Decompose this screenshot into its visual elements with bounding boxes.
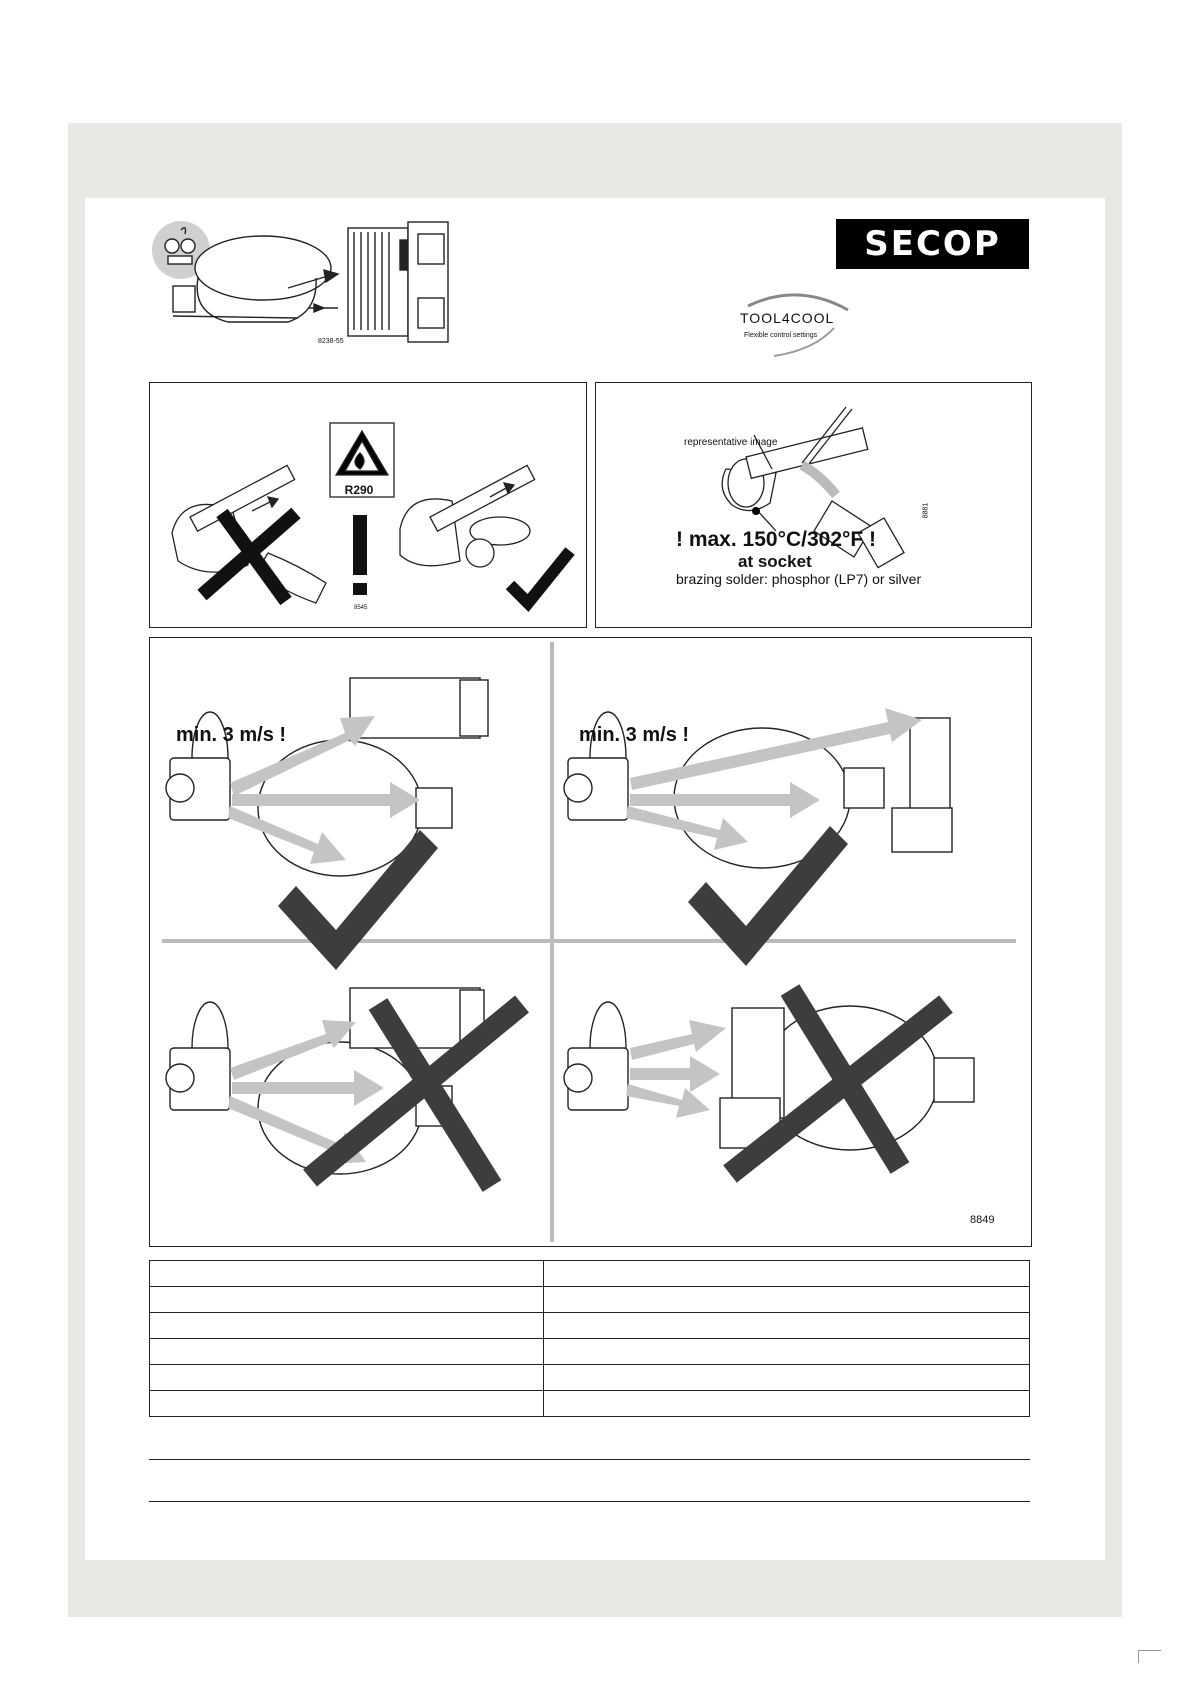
airflow-panel xyxy=(149,637,1032,1247)
socket-marker-icon xyxy=(752,507,760,515)
table-cell xyxy=(544,1313,1030,1339)
divider-line xyxy=(149,1501,1030,1502)
table-cell xyxy=(150,1391,544,1417)
pipe-cutting-illustration xyxy=(150,383,586,627)
header-diagram-code: 8238-55 xyxy=(318,338,344,345)
secop-logo: SECOP xyxy=(836,219,1029,269)
table-cell xyxy=(150,1287,544,1313)
flammable-panel-code: 8545 xyxy=(354,605,368,611)
table-row xyxy=(150,1391,1030,1417)
table-cell xyxy=(150,1339,544,1365)
tool4cool-logo xyxy=(740,290,860,362)
table-cell xyxy=(150,1261,544,1287)
table-cell xyxy=(544,1391,1030,1417)
table-cell xyxy=(544,1287,1030,1313)
table-cell xyxy=(150,1365,544,1391)
table-cell xyxy=(544,1365,1030,1391)
table-row xyxy=(150,1365,1030,1391)
brazing-panel-code: 8881 xyxy=(922,502,930,519)
quadrant-bottom-left xyxy=(166,988,522,1186)
table-row xyxy=(150,1287,1030,1313)
table-row xyxy=(150,1313,1030,1339)
spec-table xyxy=(149,1260,1030,1417)
tool4cool-tagline: Flexible control settings xyxy=(744,332,818,339)
brazing-solder-label: brazing solder: phosphor (LP7) or silver xyxy=(676,571,922,587)
table-cell xyxy=(544,1339,1030,1365)
allowed-check-icon xyxy=(510,551,570,603)
table-row xyxy=(150,1261,1030,1287)
tool4cool-name: TOOL4COOL xyxy=(740,310,835,326)
representative-image-label: representative image xyxy=(684,437,778,448)
quadrant-bottom-right xyxy=(564,990,974,1174)
quadrant-top-left xyxy=(166,678,488,970)
brazing-temperature-panel xyxy=(595,382,1032,628)
at-socket-label: at socket xyxy=(738,552,812,571)
min-airflow-label-left: min. 3 m/s ! xyxy=(176,724,287,746)
table-row xyxy=(150,1339,1030,1365)
page-corner-mark xyxy=(1138,1650,1161,1663)
divider-line xyxy=(149,1459,1030,1460)
min-airflow-label-right: min. 3 m/s ! xyxy=(579,724,690,746)
forbidden-x-icon xyxy=(202,513,296,601)
exclamation-icon xyxy=(353,515,367,595)
max-temperature-label: ! max. 150°C/302°F ! xyxy=(676,528,877,551)
flammable-refrigerant-panel xyxy=(149,382,587,628)
table-cell xyxy=(150,1313,544,1339)
figure-number: 8849 xyxy=(970,1214,995,1226)
brazing-illustration xyxy=(596,383,1031,627)
table-cell xyxy=(544,1261,1030,1287)
tool4cool-swoosh-icon xyxy=(740,290,860,362)
refrigerant-label: R290 xyxy=(344,483,374,497)
